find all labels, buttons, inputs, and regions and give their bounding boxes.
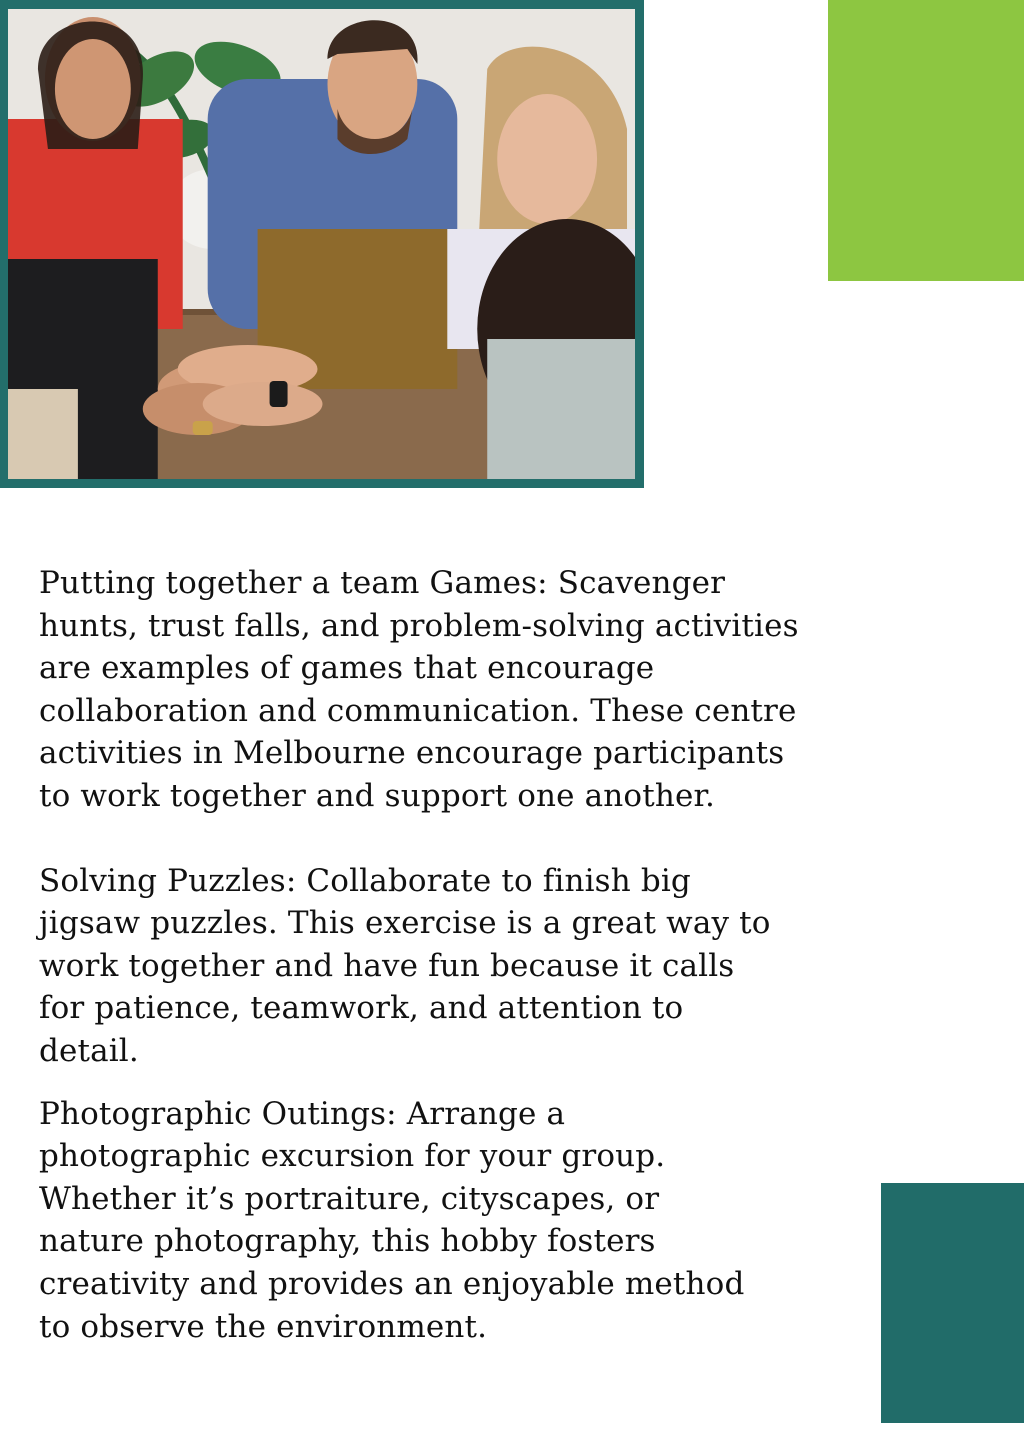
- team-photo: [0, 0, 644, 488]
- article-body: [39, 562, 859, 1348]
- paragraph-solving-puzzles: Solving Puzzles: Collaborate to finish big jigsaw puzzles. This exercise is a great way to work together and have fun because it calls for patience, teamwork, and attention to detail.: [39, 862, 771, 1069]
- accent-block-green: [828, 0, 1024, 281]
- accent-block-teal: [881, 1183, 1024, 1423]
- paragraph-team-games: Putting together a team Games: Scavenger hunts, trust falls, and problem-solving activities are examples of games that encourage collaboration and communication. These centre activities in Melbourne encourage participants to work together and support one another.: [39, 565, 799, 814]
- paragraph-photographic-outings: Photographic Outings: Arrange a photographic excursion for your group. Whether it’s portraiture, cityscapes, or nature photography, this hobby fosters creativity and provides an enjoyable method to observe the environment.: [39, 1095, 745, 1345]
- team-huddle-photo-icon: [8, 9, 635, 479]
